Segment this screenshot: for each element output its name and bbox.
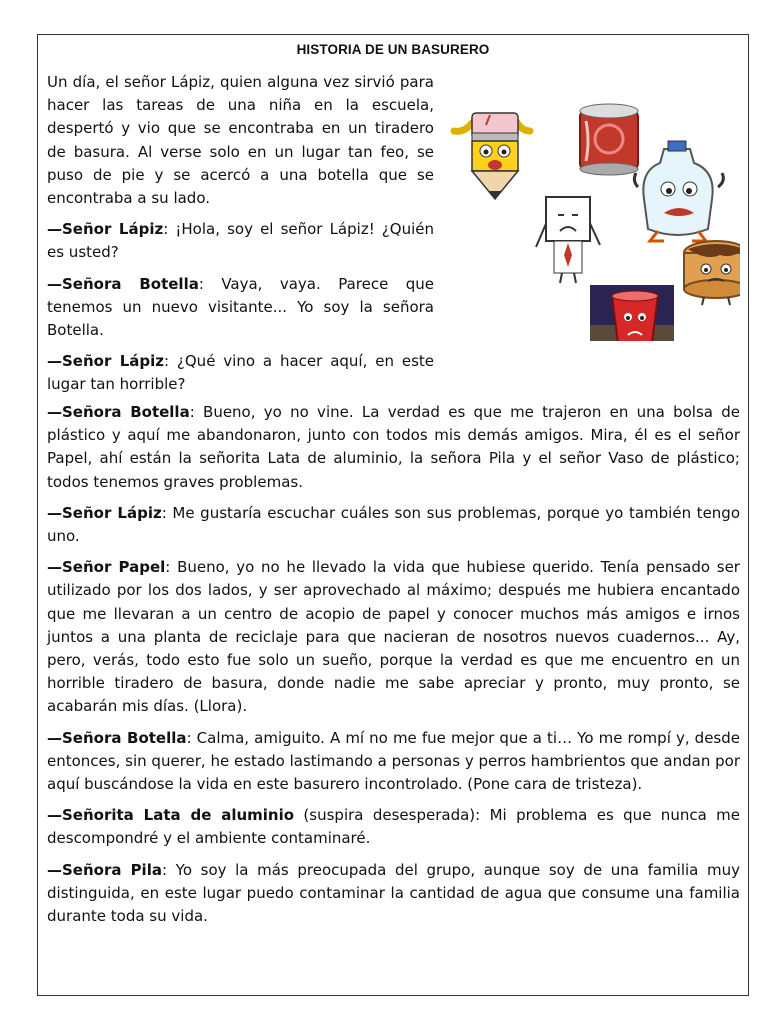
paper-character-icon — [536, 197, 600, 283]
dialogue-paragraph — [47, 218, 434, 264]
battery-character-icon — [684, 241, 740, 305]
dialogue-text: : ¡Hola, soy el señor Lápiz! ¿Quién es usted? — [47, 220, 434, 262]
dialogue-text: : Calma, amiguito. A mí no me fue mejor que a ti… Yo me rompí y, desde entonces, sin querer, he estado lastimando a personas y perros hambrientos que andan por aquí buscándose la vida en este basurero incontrolado. (Pone cara de tristeza). — [47, 728, 740, 794]
pencil-character-icon — [454, 113, 530, 199]
dialogue-paragraph — [47, 273, 434, 343]
dialogue-paragraph — [47, 502, 740, 548]
dialogue-paragraph — [47, 859, 740, 929]
water-jug-character-icon — [634, 141, 723, 241]
speaker-name: —Señor Lápiz — [47, 220, 164, 239]
document-title: HISTORIA DE UN BASURERO — [296, 42, 490, 57]
dialogue-text: : Bueno, yo no vine. La verdad es que me trajeron en una bolsa de plástico y aquí me abandonaron, junto con todos mis demás amigos. Mira, él es el señor Papel, ahí están la señorita Lata de aluminio, la señora Pila y el señor Vaso de plástico; todos tenemos graves problemas. — [47, 403, 740, 491]
dialogue-paragraph — [47, 804, 740, 850]
speaker-name: —Señorita Lata de aluminio — [47, 806, 295, 825]
dialogue-text: : Bueno, yo no he llevado la vida que hubiese querido. Tenía pensado ser utilizado por los dos lados, y ser aprovechado al máximo; después me hubiera encantado que me llevaran a un centro de acopio de papel y conocer muchos más amigos e irnos juntos a una planta de reciclaje para que nacieran de nosotros nuevos cuadernos... Ay, pero, verás, todo esto fue solo un sueño, porque la verdad es que me encuentro en un horrible tiradero de basura, donde nadie me sabe apreciar y pronto, muy pronto, se acabarán mis días. (Llora). — [47, 558, 740, 716]
paragraph-text: Un día, el señor Lápiz, quien alguna vez sirvió para hacer las tareas de una niña en la escuela, despertó y vio que se encontraba en un tiradero de basura. Al verse solo en un lugar tan feo, se puso de pie y se acercó a una botella que se encontraba a su lado. — [47, 73, 434, 208]
dialogue-text: (suspira desesperada): Mi problema es que nunca me descompondré y el ambiente contaminaré. — [47, 806, 740, 848]
document-frame — [37, 34, 749, 996]
speaker-name: —Señora Botella — [47, 274, 199, 293]
speaker-name: —Señora Pila — [47, 860, 162, 879]
speaker-name: —Señora Botella — [47, 403, 190, 421]
dialogue-paragraph — [47, 556, 740, 718]
narration-paragraph — [47, 71, 434, 210]
dialogue-text: : ¿Qué vino a hacer aquí, en este lugar tan horrible? — [47, 352, 434, 394]
dialogue-text: : Vaya, vaya. Parece que tenemos un nuevo visitante... Yo soy la señora Botella. — [47, 274, 434, 340]
speaker-name: —Señor Lápiz — [47, 503, 162, 522]
dialogue-paragraph — [47, 401, 740, 494]
dialogue-paragraph — [47, 350, 434, 396]
dialogue-paragraph — [47, 727, 740, 797]
speaker-name: —Señora Botella — [47, 728, 187, 747]
dialogue-text: : Me gustaría escuchar cuáles son sus problemas, porque yo también tengo uno. — [47, 503, 740, 546]
intro-section — [47, 71, 434, 405]
speaker-name: —Señor Lápiz — [47, 352, 164, 371]
main-section — [47, 401, 740, 936]
dialogue-text: : Yo soy la más preocupada del grupo, aunque soy de una familia muy distinguida, en este lugar puedo contaminar la cantidad de agua que consume una familia durante toda su vida. — [47, 860, 740, 926]
trash-characters-illustration — [450, 69, 740, 341]
speaker-name: —Señor Papel — [47, 558, 166, 577]
soda-can-character-icon — [580, 104, 638, 175]
plastic-cup-character-icon — [590, 285, 674, 341]
